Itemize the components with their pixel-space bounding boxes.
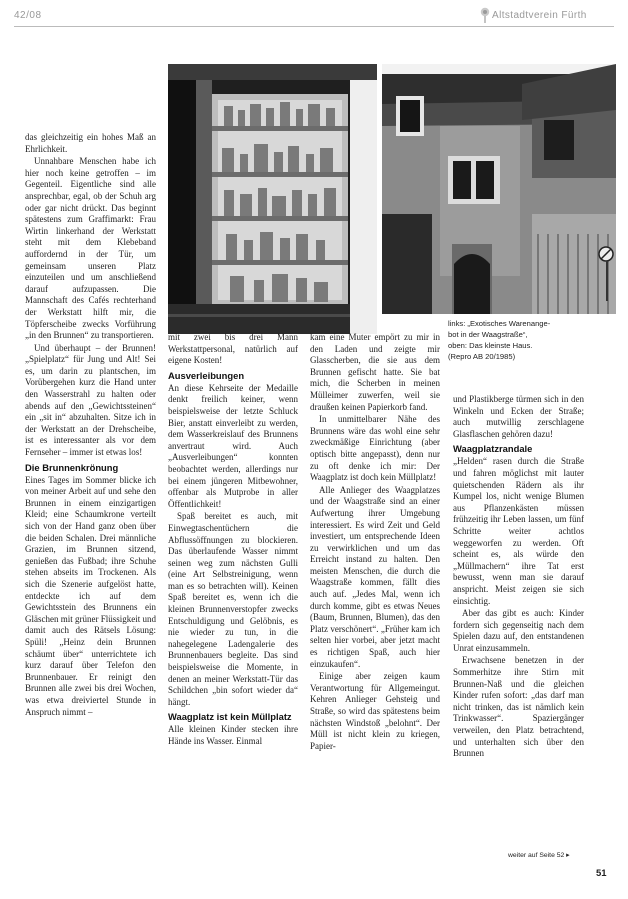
paragraph: Aber das gibt es auch: Kinder fordern sich gegenseitig nach dem Spielen dazu auf, den entstandenen Unrat einzusammeln. — [453, 608, 584, 653]
article-column-3 — [310, 332, 440, 753]
paragraph: An diese Kehrseite der Medaille denkt freilich keiner, wenn beispielsweise der letzte Schluck Bier, anstatt einverleibt zu werden, dem Wasserkreislauf des Brunnens anvertraut wird. Auch „Ausverleibungen“ konnten beobachtet werden, allerdings nur bei einem jüngeren Mitbewohner, offenbar als Mutprobe in aller Öffentlichkeit! — [168, 382, 298, 509]
section-heading: Die Brunnenkrönung — [25, 461, 119, 473]
paragraph: In unmittelbarer Nähe des Brunnens wäre das wohl eine sehr zweckmäßige Einrichtung (aber optisch bitte angepasst), denn nur zu oft denke ich mir: Der Waagplatz ist doch kein Müllplatz! — [310, 414, 440, 483]
paragraph: und Plastikberge türmen sich in den Winkeln und Ecken der Straße; auch mutwillig zerschlagene Glasflaschen gehören dazu! — [453, 394, 584, 439]
issue-number: 42/08 — [14, 10, 42, 21]
section-heading: Ausverleibungen — [168, 369, 245, 381]
paragraph: Unnahbare Menschen habe ich hier noch keine getroffen – im Gegenteil. Eigentliche sind alle ansprechbar, egal, ob der Schuh arg oder gar nicht drückt. Das beginnt spätestens zum Graffimarkt: Frau Wirtin linkerhand der Werkstatt steht mit dem Klebeband auffordernd in der Tür, um gemeinsam unseren Platz einzuteilen und um anschließend darauf aufzupassen. Die Mannschaft des Cafés rechterhand der Werkstatt hilft mir, die Töpferscheibe zwecks Vorführung „in den Brunnen“ zu transportieren. — [25, 156, 156, 341]
paragraph: Eines Tages im Sommer blicke ich von meiner Arbeit auf und sehe den Brunnen in einem einzigartigen Kleid; eine Schaumkrone verteilt sich von der Hand ganz oben über die beiden Schalen. Drei männliche Grazien, im Brunnen sitzend, genießen das Fußbad; ihre Schuhe stehen abseits im Trockenen. Als sich die Szenerie aufgelöst hatte, entdeckte ich auf dem Gewichtsstein des Brunnens ein Gläschen mit grüner Flüssigkeit und damit auch des Rätsels Lösung: Spüli! „Heinz dein Brunnen schäumt über“ unterrichtete ich kurz darauf über Telefon den Brunnenbauer. Er reinigt den Brunnen alle zwei bis drei Wochen, was etwa dreiviertel Stunde in Anspruch nimmt – — [25, 474, 156, 717]
section-heading: Waagplatzrandale — [453, 443, 533, 455]
header-rule — [14, 26, 614, 27]
paragraph: Erwachsene benetzen in der Sommerhitze ihre Stirn mit Brunnen-Naß und die gleichen Kinder rufen sofort: „das darf man nicht trinken, das ist nämlich kein Trinkwasser“. Spaziergänger verweilen, den Platz betrachtend, und unterhalten sich über den Brunnen — [453, 655, 584, 759]
smallest-house-photo — [382, 64, 616, 314]
continued-on-page[interactable]: weiter auf Seite 52 ▸ — [508, 852, 570, 859]
article-column-4 — [453, 394, 584, 761]
paragraph: Und überhaupt – der Brunnen! „Spielplatz“ für Jung und Alt! Sei es, um darin zu plantschen, im Vorübergehen kurz die Hand unter den Wasserstrahl zu halten oder abends auf den „Gewichtssteinen“ ein „sit in“ abzuhalten. Sitze ich in der Werkstatt an der Drehscheibe, ist es interessanter als vor dem Fernseher – immer ist etwas los! — [25, 342, 156, 458]
article-column-2 — [168, 332, 298, 749]
page-number: 51 — [596, 868, 607, 879]
paragraph: Einige aber zeigen kaum Verantwortung für Allgemeingut. Kehren Anlieger Gehsteig und Straße, so wird das spätestens beim nächsten Windstoß „belohnt“. Der Müll ist nicht klein zu kriegen, Papier- — [310, 671, 440, 751]
section-heading: Waagplatz ist kein Müllplatz — [168, 711, 292, 723]
caption-line: links: „Exotisches Warenange- — [448, 319, 551, 328]
caption-line: (Repro AB 20/1985) — [448, 352, 516, 361]
paragraph: Spaß bereitet es auch, mit Einwegtaschentüchern die Abflussöffnungen zu blockieren. Das überlaufende Wasser nimmt seinen weg zum nächsten Gulli (eine Art Selbstreinigung, wenn man es so betrachten will). Keinen Spaß bereitet es, wenn ich die kleinen Brunnenverstopfer zwecks Entschuldigung und Gelöbnis, es nie wieder zu tun, in die nahegelegene Ladengalerie des Brunnenbauers begleite. Das sind beispielsweise die Momente, in denen an meiner Werkstatt-Tür das Schildchen „bin sofort wieder da“ hängt. — [168, 511, 298, 707]
shop-window-photo — [168, 64, 377, 334]
paragraph: Alle Anlieger des Waagplatzes und der Waagstraße sind an einer Aufwertung ihrer Umgebung interessiert. Es wird Zeit und Geld investiert, um entsprechende Ideen zu verwirklichen und um das Erreicht instand zu halten. Den meisten Menschen, die durch die Waagstraße kommen, fällt dies auch auf. „Jedes Mal, wenn ich durch komme, gibt es etwas Neues (Baum, Brunnen, Blumen), das den Platz verschönert“. „Früher kam ich selten hier vorbei, aber jetzt macht es richtigen Spaß, auch hier einzukaufen“. — [310, 484, 440, 669]
paragraph: mit zwei bis drei Mann Werkstattpersonal, natürlich auf eigene Kosten! — [168, 332, 298, 366]
paragraph: „Helden“ rasen durch die Straße und fahren möglichst mit lauter quietschenden Rädern als ihr Kumpel los, nicht wenige Blumen aus Pflanzenkästen müssen frühzeitig ihr Leben lassen, um fünf Schritte weiter achtlos weggeworfen zu werden. Oft scheint es, als würde den „Müllmachern“ ihre Tat erst bewusst, wenn man sie darauf anspricht. Meist zeigen sie sich einsichtig. — [453, 456, 584, 606]
association-name: Altstadtverein Fürth — [492, 10, 587, 21]
association-logo-icon — [479, 6, 491, 24]
caption-line: bot in der Waagstraße“, — [448, 330, 528, 339]
paragraph: Alle kleinen Kinder stecken ihre Hände ins Wasser. Einmal — [168, 724, 298, 746]
caption-line: oben: Das kleinste Haus. — [448, 341, 533, 350]
article-column-1 — [25, 132, 156, 719]
photo-caption — [448, 318, 616, 362]
paragraph: das gleichzeitig ein hohes Maß an Ehrlichkeit. — [25, 132, 156, 154]
paragraph: kam eine Muter empört zu mir in den Laden und zeigte mir Glasscherben, die sie aus dem Brunnen gefischt hatte. Sie bat mich, die Scherben in meinen Mülleimer zuwerfen, weil sie draußen keinen Papierkorb fand. — [310, 332, 440, 412]
